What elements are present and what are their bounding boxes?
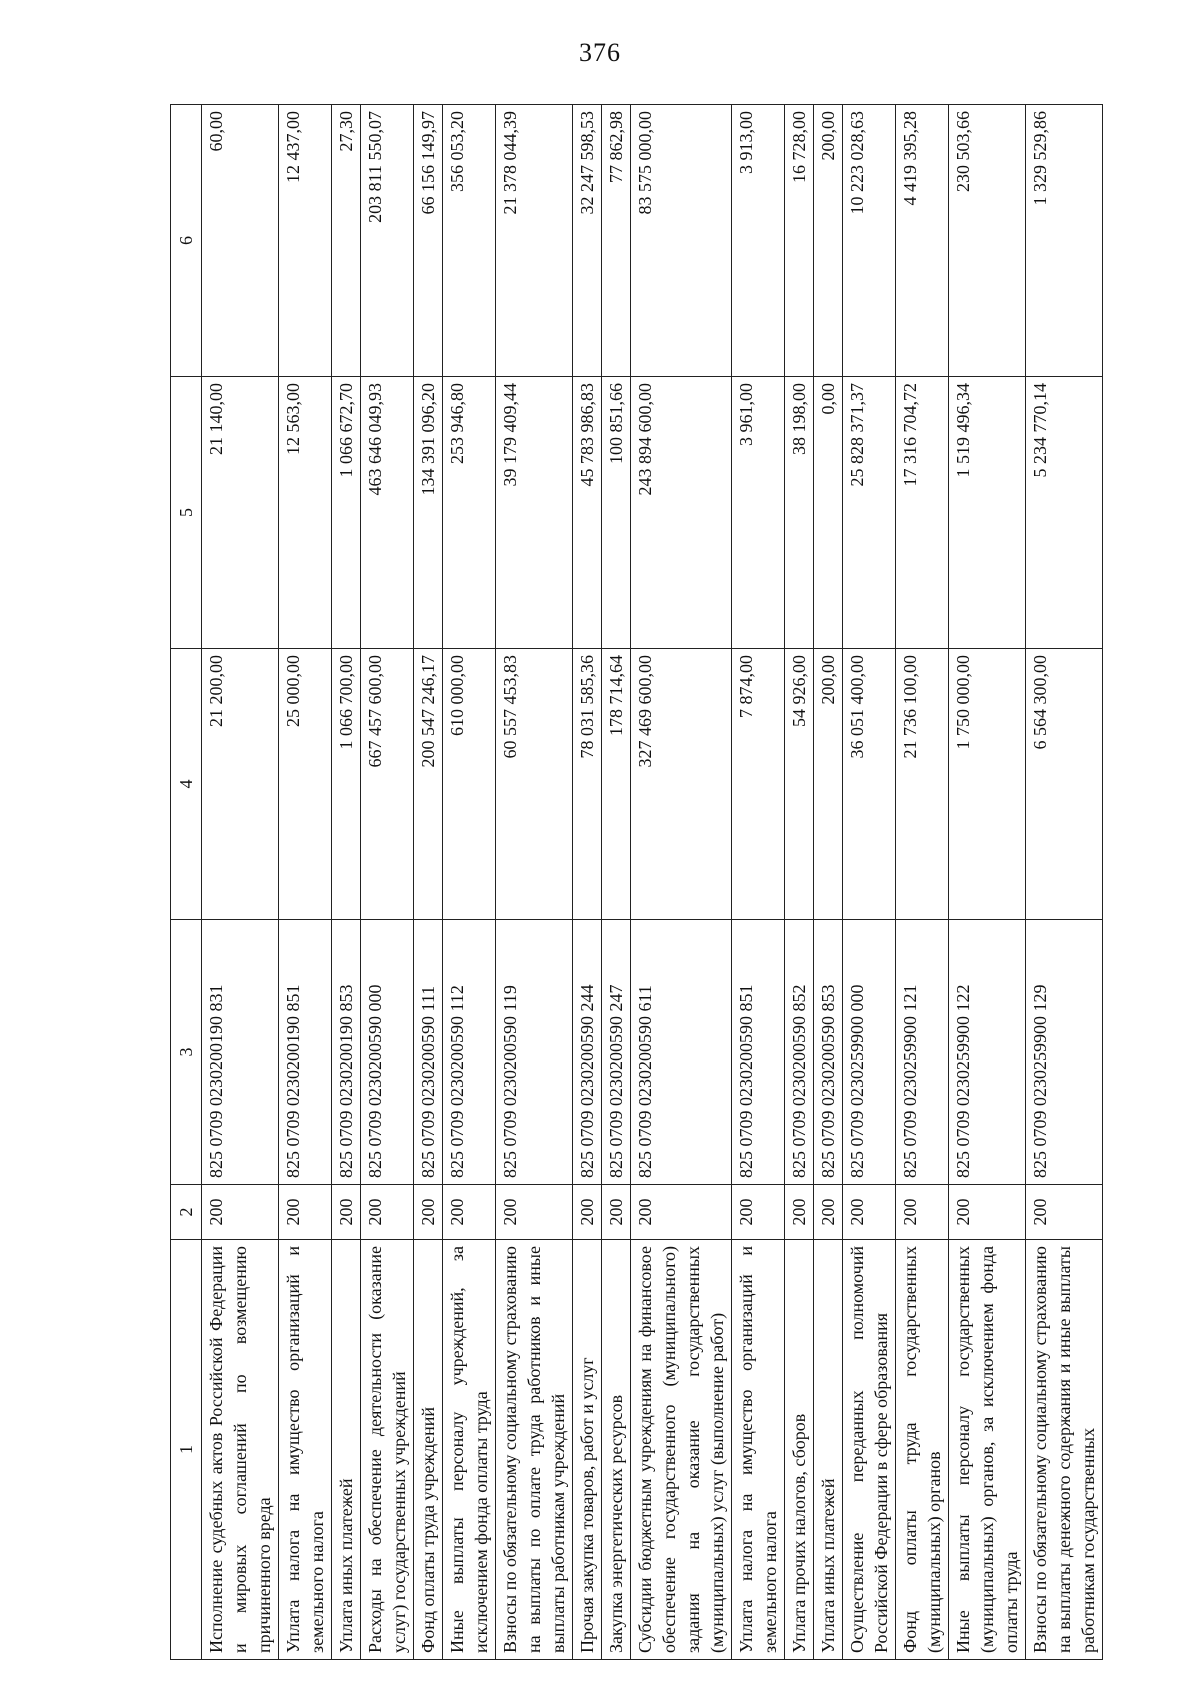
column-header-6: 6 [171, 105, 202, 377]
row-description: Уплата налога на имущество организаций и земельного налога [732, 1240, 785, 1660]
column-header-5: 5 [171, 377, 202, 649]
row-description: Взносы по обязательному социальному страхованию на выплаты денежного содержания и иные выплаты работникам государственных [1026, 1240, 1103, 1660]
row-unexecuted-amount: 356 053,20 [443, 105, 496, 377]
row-approved-amount: 327 469 600,00 [631, 649, 732, 920]
row-line-code: 200 [1026, 1185, 1103, 1240]
row-unexecuted-amount: 60,00 [202, 105, 279, 377]
row-unexecuted-amount: 32 247 598,53 [573, 105, 602, 377]
row-budget-classification-code: 825 0709 0230200190 851 [279, 920, 332, 1185]
row-executed-amount: 243 894 600,00 [631, 377, 732, 649]
row-line-code: 200 [443, 1185, 496, 1240]
row-budget-classification-code: 825 0709 0230200590 000 [361, 920, 414, 1185]
budget-execution-table [170, 104, 1103, 1660]
row-executed-amount: 21 140,00 [202, 377, 279, 649]
row-line-code: 200 [814, 1185, 843, 1240]
row-budget-classification-code: 825 0709 0230259900 121 [896, 920, 949, 1185]
row-budget-classification-code: 825 0709 0230200190 853 [332, 920, 361, 1185]
row-executed-amount: 1 519 496,34 [949, 377, 1026, 649]
row-executed-amount: 3 961,00 [732, 377, 785, 649]
table-row [361, 105, 414, 1660]
row-line-code: 200 [496, 1185, 573, 1240]
row-approved-amount: 54 926,00 [785, 649, 814, 920]
table-row [1026, 105, 1103, 1660]
row-line-code: 200 [896, 1185, 949, 1240]
row-approved-amount: 7 874,00 [732, 649, 785, 920]
row-description: Уплата налога на имущество организаций и земельного налога [279, 1240, 332, 1660]
row-approved-amount: 21 200,00 [202, 649, 279, 920]
row-unexecuted-amount: 200,00 [814, 105, 843, 377]
row-executed-amount: 100 851,66 [602, 377, 631, 649]
row-description: Уплата иных платежей [814, 1240, 843, 1660]
row-executed-amount: 0,00 [814, 377, 843, 649]
table-row [785, 105, 814, 1660]
row-description: Прочая закупка товаров, работ и услуг [573, 1240, 602, 1660]
row-unexecuted-amount: 77 862,98 [602, 105, 631, 377]
row-unexecuted-amount: 3 913,00 [732, 105, 785, 377]
row-budget-classification-code: 825 0709 0230200590 111 [414, 920, 443, 1185]
row-approved-amount: 178 714,64 [602, 649, 631, 920]
row-executed-amount: 463 646 049,93 [361, 377, 414, 649]
table-row [602, 105, 631, 1660]
table-row [896, 105, 949, 1660]
table-row [414, 105, 443, 1660]
page-number: 376 [579, 38, 621, 67]
table-header-row [171, 105, 202, 1660]
rotated-table-container [170, 105, 1098, 1660]
row-line-code: 200 [631, 1185, 732, 1240]
row-description: Уплата иных платежей [332, 1240, 361, 1660]
row-unexecuted-amount: 21 378 044,39 [496, 105, 573, 377]
row-unexecuted-amount: 83 575 000,00 [631, 105, 732, 377]
row-description: Иные выплаты персоналу учреждений, за исключением фонда оплаты труда [443, 1240, 496, 1660]
row-line-code: 200 [332, 1185, 361, 1240]
table-row [732, 105, 785, 1660]
row-unexecuted-amount: 230 503,66 [949, 105, 1026, 377]
row-line-code: 200 [602, 1185, 631, 1240]
row-executed-amount: 134 391 096,20 [414, 377, 443, 649]
row-line-code: 200 [732, 1185, 785, 1240]
row-executed-amount: 38 198,00 [785, 377, 814, 649]
row-budget-classification-code: 825 0709 0230200590 119 [496, 920, 573, 1185]
row-executed-amount: 39 179 409,44 [496, 377, 573, 649]
table-row [202, 105, 279, 1660]
row-executed-amount: 5 234 770,14 [1026, 377, 1103, 649]
table-row [496, 105, 573, 1660]
row-unexecuted-amount: 12 437,00 [279, 105, 332, 377]
row-approved-amount: 78 031 585,36 [573, 649, 602, 920]
row-description: Иные выплаты персоналу государственных (муниципальных) органов, за исключением фонда оплаты труда [949, 1240, 1026, 1660]
row-description: Осуществление переданных полномочий Российской Федерации в сфере образования [843, 1240, 896, 1660]
row-approved-amount: 667 457 600,00 [361, 649, 414, 920]
row-approved-amount: 21 736 100,00 [896, 649, 949, 920]
row-budget-classification-code: 825 0709 0230259900 129 [1026, 920, 1103, 1185]
row-description: Расходы на обеспечение деятельности (оказание услуг) государственных учреждений [361, 1240, 414, 1660]
row-description: Субсидии бюджетным учреждениям на финансовое обеспечение государственного (муниципального) задания на оказание государственных (муниципальных) услуг (выполнение работ) [631, 1240, 732, 1660]
row-executed-amount: 45 783 986,83 [573, 377, 602, 649]
row-unexecuted-amount: 1 329 529,86 [1026, 105, 1103, 377]
row-budget-classification-code: 825 0709 0230200590 244 [573, 920, 602, 1185]
row-description: Фонд оплаты труда государственных (муниципальных) органов [896, 1240, 949, 1660]
table-row [443, 105, 496, 1660]
row-approved-amount: 36 051 400,00 [843, 649, 896, 920]
table-row [279, 105, 332, 1660]
row-approved-amount: 60 557 453,83 [496, 649, 573, 920]
row-unexecuted-amount: 66 156 149,97 [414, 105, 443, 377]
row-line-code: 200 [414, 1185, 443, 1240]
row-line-code: 200 [361, 1185, 414, 1240]
row-approved-amount: 6 564 300,00 [1026, 649, 1103, 920]
row-unexecuted-amount: 10 223 028,63 [843, 105, 896, 377]
row-budget-classification-code: 825 0709 0230200190 831 [202, 920, 279, 1185]
table-row [631, 105, 732, 1660]
row-description: Взносы по обязательному социальному страхованию на выплаты по оплате труда работников и иные выплаты работникам учреждений [496, 1240, 573, 1660]
row-unexecuted-amount: 16 728,00 [785, 105, 814, 377]
row-budget-classification-code: 825 0709 0230200590 851 [732, 920, 785, 1185]
row-line-code: 200 [949, 1185, 1026, 1240]
row-approved-amount: 1 066 700,00 [332, 649, 361, 920]
table-row [573, 105, 602, 1660]
row-budget-classification-code: 825 0709 0230200590 611 [631, 920, 732, 1185]
table-row [843, 105, 896, 1660]
row-description: Уплата прочих налогов, сборов [785, 1240, 814, 1660]
row-executed-amount: 25 828 371,37 [843, 377, 896, 649]
row-approved-amount: 1 750 000,00 [949, 649, 1026, 920]
row-approved-amount: 200,00 [814, 649, 843, 920]
row-unexecuted-amount: 27,30 [332, 105, 361, 377]
row-executed-amount: 12 563,00 [279, 377, 332, 649]
row-budget-classification-code: 825 0709 0230200590 247 [602, 920, 631, 1185]
column-header-2: 2 [171, 1185, 202, 1240]
row-description: Закупка энергетических ресурсов [602, 1240, 631, 1660]
row-executed-amount: 1 066 672,70 [332, 377, 361, 649]
row-budget-classification-code: 825 0709 0230200590 853 [814, 920, 843, 1185]
row-approved-amount: 610 000,00 [443, 649, 496, 920]
row-line-code: 200 [279, 1185, 332, 1240]
column-header-3: 3 [171, 920, 202, 1185]
row-executed-amount: 253 946,80 [443, 377, 496, 649]
row-budget-classification-code: 825 0709 0230259900 122 [949, 920, 1026, 1185]
row-executed-amount: 17 316 704,72 [896, 377, 949, 649]
row-description: Исполнение судебных актов Российской Федерации и мировых соглашений по возмещению причиненного вреда [202, 1240, 279, 1660]
table-row [949, 105, 1026, 1660]
row-budget-classification-code: 825 0709 0230259900 000 [843, 920, 896, 1185]
row-line-code: 200 [202, 1185, 279, 1240]
column-header-4: 4 [171, 649, 202, 920]
row-unexecuted-amount: 203 811 550,07 [361, 105, 414, 377]
table-body [202, 105, 1103, 1660]
table-row [814, 105, 843, 1660]
row-approved-amount: 200 547 246,17 [414, 649, 443, 920]
row-line-code: 200 [785, 1185, 814, 1240]
row-budget-classification-code: 825 0709 0230200590 852 [785, 920, 814, 1185]
row-description: Фонд оплаты труда учреждений [414, 1240, 443, 1660]
row-line-code: 200 [573, 1185, 602, 1240]
row-budget-classification-code: 825 0709 0230200590 112 [443, 920, 496, 1185]
row-approved-amount: 25 000,00 [279, 649, 332, 920]
row-unexecuted-amount: 4 419 395,28 [896, 105, 949, 377]
table-row [332, 105, 361, 1660]
row-line-code: 200 [843, 1185, 896, 1240]
column-header-1: 1 [171, 1240, 202, 1660]
